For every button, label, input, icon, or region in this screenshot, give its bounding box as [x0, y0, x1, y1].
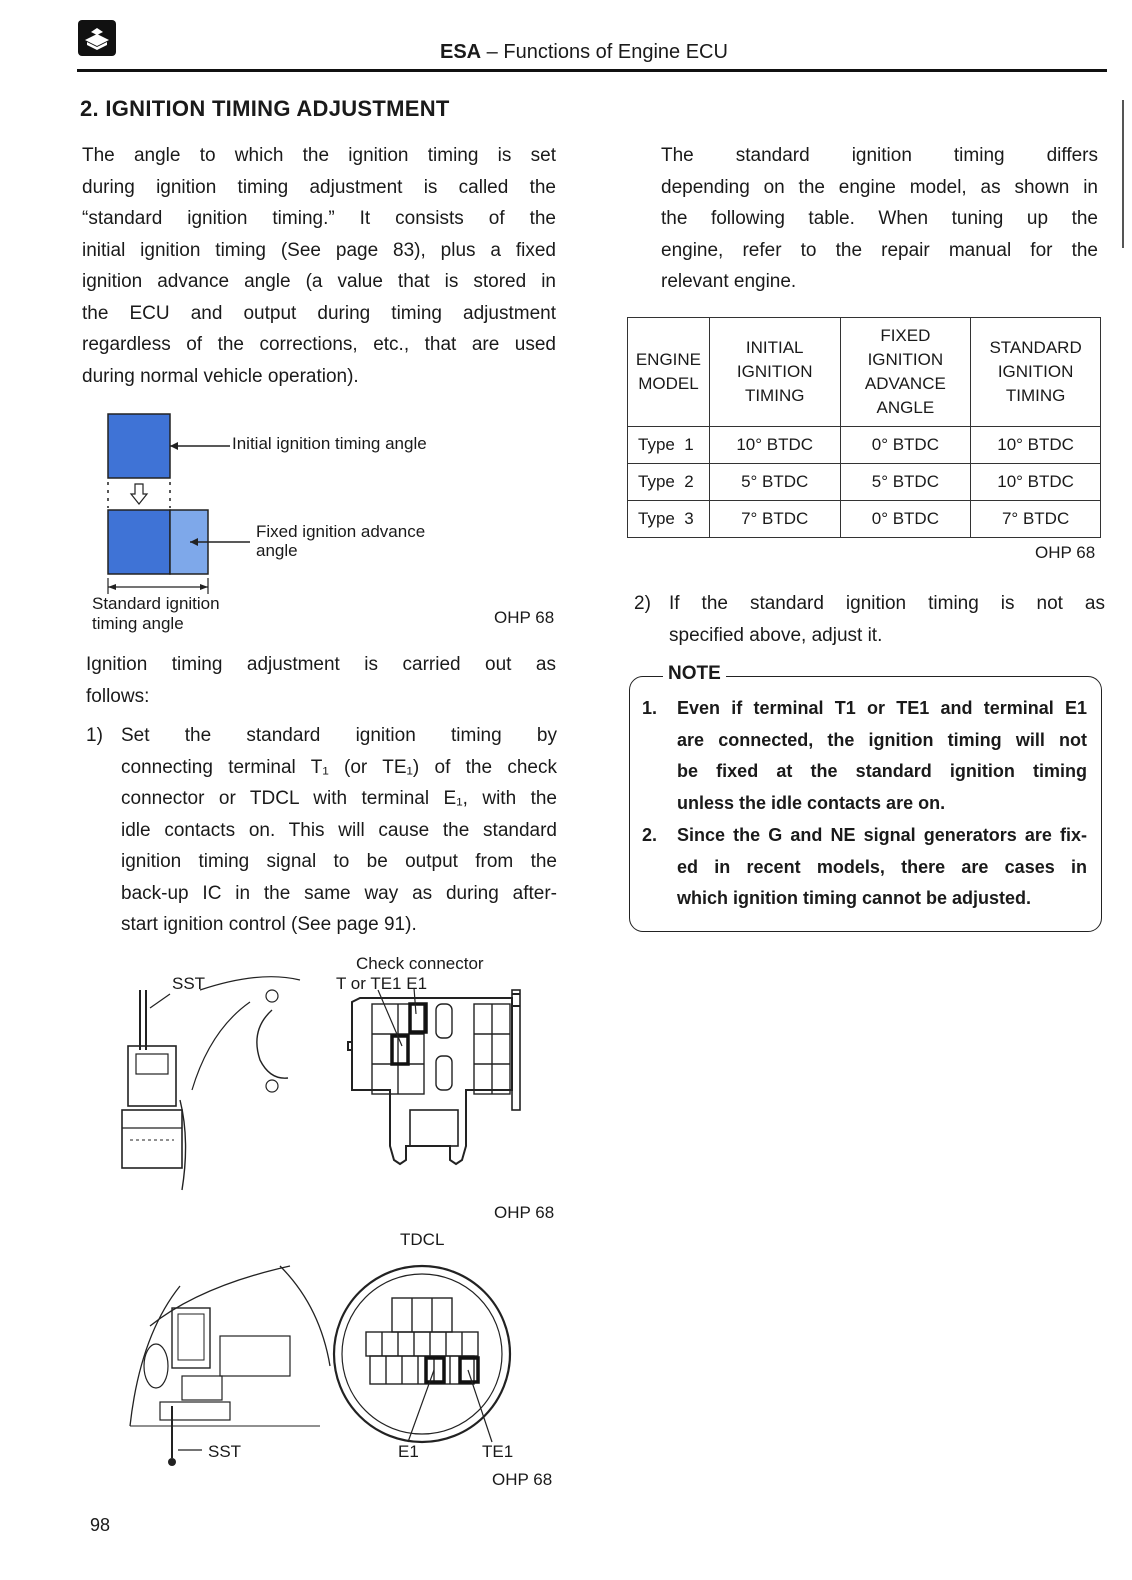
header-title-text: – Functions of Engine ECU — [481, 41, 728, 63]
step-2-number: 2) — [634, 593, 651, 614]
table-cell: Type 3 — [628, 501, 710, 538]
table-cell: 10° BTDC — [971, 427, 1101, 464]
tdcl-figure — [120, 1226, 570, 1496]
header-line: TIMING — [1005, 386, 1066, 405]
check-connector-figure — [110, 950, 570, 1200]
note-item-2 — [677, 820, 1087, 915]
label-terminals: T or TE1 E1 — [336, 974, 428, 993]
text-line: If the standard ignition timing is not as — [669, 593, 1105, 614]
step-2-text — [669, 588, 1105, 651]
text-line: depending on the engine model, as shown in — [661, 176, 1098, 198]
table-cell: 5° BTDC — [840, 464, 971, 501]
note-item-2-number: 2. — [642, 825, 658, 845]
table-row — [628, 427, 1101, 464]
ohp-reference: OHP 68 — [494, 1203, 555, 1222]
table-cell: 5° BTDC — [709, 464, 840, 501]
header-standard-timing — [971, 318, 1101, 427]
text-line: during normal vehicle operation). — [82, 365, 359, 387]
table-cell: Type 2 — [628, 464, 710, 501]
step-1-text — [121, 720, 557, 941]
text-line: ed in recent models, there are cases in — [677, 856, 1087, 877]
header-line: ENGINE — [635, 350, 702, 369]
text-line: start ignition control (See page 91). — [121, 914, 417, 935]
text-line: unless the idle contacts are on. — [677, 792, 946, 813]
text-line: The standard ignition timing differs — [661, 145, 1098, 166]
text-line: Ignition timing adjustment is carried out as — [86, 654, 556, 675]
text-line: the ECU and output during timing adjustment — [82, 302, 556, 324]
adjustment-intro — [86, 649, 556, 712]
label-e1: E1 — [398, 1442, 419, 1461]
table-cell: 0° BTDC — [840, 427, 971, 464]
text-line: engine, refer to the repair manual for the — [661, 239, 1098, 261]
label-standard-timing-2: timing angle — [92, 614, 184, 633]
section-code: ESA — [440, 41, 482, 63]
text-line: connector or TDCL with terminal E₁, with the — [121, 788, 557, 809]
text-line: Set the standard ignition timing by — [121, 725, 557, 746]
header-line: STANDARD — [989, 338, 1082, 357]
label-sst: SST — [172, 974, 206, 993]
text-line: relevant engine. — [661, 271, 797, 292]
table-row — [628, 464, 1101, 501]
text-line: idle contacts on. This will cause the standard — [121, 819, 557, 841]
header-line: TIMING — [744, 386, 805, 405]
note-item-1-number: 1. — [642, 698, 658, 718]
text-line: be fixed at the standard ignition timing — [677, 761, 1087, 781]
text-line: regardless of the corrections, etc., that are used — [82, 334, 556, 355]
table-cell: 7° BTDC — [709, 501, 840, 538]
text-line: The angle to which the ignition timing is set — [82, 145, 556, 166]
header-fixed-advance — [840, 318, 971, 427]
label-fixed-advance: Fixed ignition advance — [256, 522, 426, 541]
table-intro-paragraph — [661, 140, 1098, 298]
label-tdcl: TDCL — [400, 1230, 445, 1249]
section-title: 2. IGNITION TIMING ADJUSTMENT — [80, 96, 450, 121]
label-te1: TE1 — [482, 1442, 514, 1461]
header-line: INITIAL — [745, 338, 804, 357]
text-line: Even if terminal T1 or TE1 and terminal E1 — [677, 698, 1087, 718]
note-label: NOTE — [663, 663, 726, 685]
table-cell: 7° BTDC — [971, 501, 1101, 538]
note-item-1 — [677, 693, 1087, 819]
header-line: MODEL — [638, 374, 699, 393]
table-cell: 0° BTDC — [840, 501, 971, 538]
table-cell: 10° BTDC — [971, 464, 1101, 501]
text-line: follows: — [86, 685, 150, 707]
text-line: which ignition timing cannot be adjusted. — [677, 888, 1031, 908]
label-sst: SST — [208, 1442, 242, 1461]
text-line: during ignition timing adjustment is called the — [82, 176, 556, 198]
header-line: IGNITION — [736, 362, 813, 381]
label-check-connector: Check connector — [356, 954, 484, 973]
ohp-reference: OHP 68 — [494, 608, 555, 627]
text-line: ignition advance angle (a value that is stored in — [82, 271, 556, 292]
text-line: connecting terminal T₁ (or TE₁) of the check — [121, 756, 557, 778]
ignition-timing-table — [627, 317, 1101, 538]
label-fixed-advance-2: angle — [256, 541, 298, 560]
header-title — [440, 41, 728, 64]
table-cell: 10° BTDC — [709, 427, 840, 464]
timing-diagram — [90, 410, 560, 640]
text-line: are connected, the ignition timing will not — [677, 729, 1087, 750]
ohp-reference: OHP 68 — [492, 1470, 553, 1489]
label-initial-timing: Initial ignition timing angle — [232, 434, 427, 453]
text-line: specified above, adjust it. — [669, 624, 883, 646]
header-engine-model — [628, 318, 710, 427]
table-cell: Type 1 — [628, 427, 710, 464]
margin-bar — [1122, 100, 1124, 248]
table-header-row — [628, 318, 1101, 427]
label-standard-timing: Standard ignition — [92, 594, 220, 613]
header-rule — [77, 69, 1107, 72]
text-line: the following table. When tuning up the — [661, 208, 1098, 229]
table-row — [628, 501, 1101, 538]
text-line: “standard ignition timing.” It consists of the — [82, 208, 556, 229]
ohp-reference: OHP 68 — [1035, 543, 1096, 562]
text-line: back-up IC in the same way as during after- — [121, 882, 557, 904]
header-initial-timing — [709, 318, 840, 427]
header-line: ANGLE — [876, 398, 935, 417]
header-line: IGNITION — [867, 350, 944, 369]
text-line: Since the G and NE signal generators are fix- — [677, 825, 1087, 845]
text-line: ignition timing signal to be output from the — [121, 851, 557, 872]
intro-paragraph — [82, 140, 556, 392]
step-1-number: 1) — [86, 725, 103, 746]
page-number: 98 — [90, 1515, 111, 1535]
header-line: IGNITION — [997, 362, 1074, 381]
text-line: initial ignition timing (See page 83), plus a fixed — [82, 239, 556, 261]
book-icon — [78, 20, 116, 56]
header-line: FIXED — [880, 326, 931, 345]
header-line: ADVANCE — [864, 374, 946, 393]
